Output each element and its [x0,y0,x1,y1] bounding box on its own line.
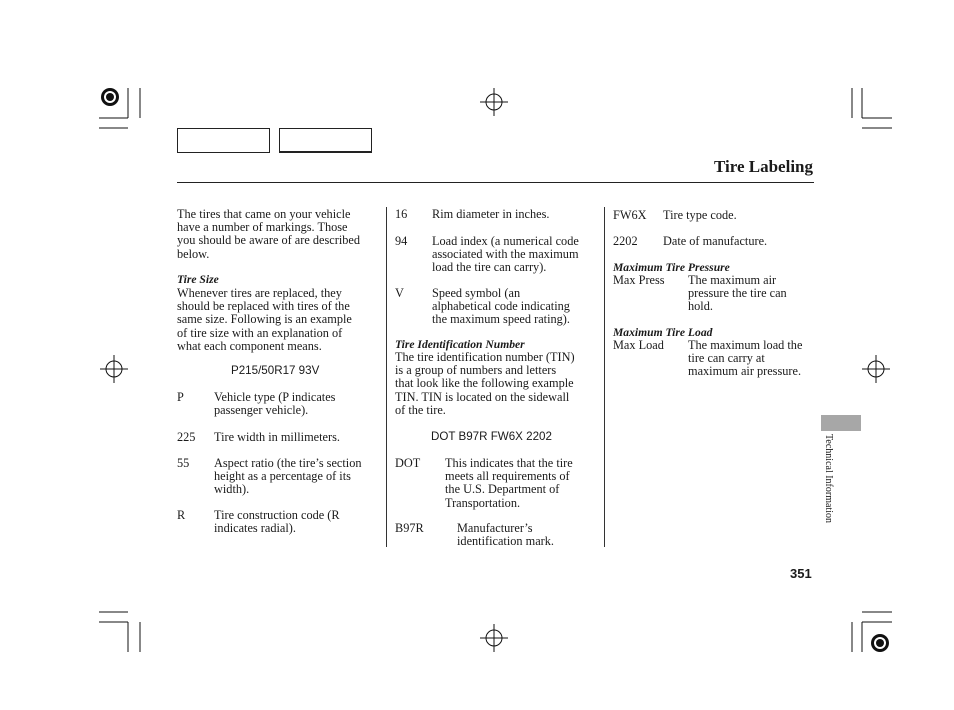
desc-94: Load index (a numerical code associated with the maximum load the tire can carry). [432,234,579,275]
header-rule [177,182,814,183]
registration-target-bottom-right [871,634,889,652]
nav-tab-2[interactable] [279,128,372,153]
code-b97r: B97R [395,521,424,535]
code-r: R [177,508,186,522]
code-max-load: Max Load [613,338,664,352]
intro-paragraph: The tires that came on your vehicle have a number of markings. Those you should be aware of are described below. [177,207,361,261]
desc-max-press: The maximum air pressure the tire can hold. [688,273,787,314]
desc-55: Aspect ratio (the tire’s section height as a percentage of its width). [214,456,362,497]
crosshair-right [862,355,890,383]
desc-16: Rim diameter in inches. [432,207,550,221]
code-225: 225 [177,430,196,444]
desc-p: Vehicle type (P indicates passenger vehicle). [214,390,336,418]
section-label: Technical Information [823,434,834,523]
nav-tab-1[interactable] [177,128,270,153]
code-p: P [177,390,184,404]
tire-size-example: P215/50R17 93V [231,364,320,377]
desc-225: Tire width in millimeters. [214,430,340,444]
code-94: 94 [395,234,408,248]
code-55: 55 [177,456,190,470]
desc-2202: Date of manufacture. [663,234,768,248]
column-divider-1 [386,207,387,547]
code-v: V [395,286,404,300]
tire-size-paragraph: Whenever tires are replaced, they should be replaced with tires of the same size. Following is an example of tire size with an explanation of what each component means. [177,286,352,353]
desc-max-load: The maximum load the tire can carry at maximum air pressure. [688,338,803,379]
desc-v: Speed symbol (an alphabetical code indicating the maximum speed rating). [432,286,570,327]
tire-size-heading: Tire Size [177,273,219,286]
desc-r: Tire construction code (R indicates radial). [214,508,340,536]
max-pressure-heading: Maximum Tire Pressure [613,261,730,274]
max-load-heading: Maximum Tire Load [613,326,713,339]
tin-example: DOT B97R FW6X 2202 [431,430,552,443]
crosshair-bottom [480,624,508,652]
desc-fw6x: Tire type code. [663,208,737,222]
page-number: 351 [790,566,812,581]
code-max-press: Max Press [613,273,665,287]
desc-dot: This indicates that the tire meets all requirements of the U.S. Department of Transportation. [445,456,573,510]
code-dot: DOT [395,456,421,470]
tin-heading: Tire Identification Number [395,338,525,351]
registration-target-top-left [101,88,119,106]
code-16: 16 [395,207,408,221]
desc-b97r: Manufacturer’s identification mark. [457,521,554,549]
crosshair-top [480,88,508,116]
page-title: Tire Labeling [713,157,813,176]
tin-paragraph: The tire identification number (TIN) is a group of numbers and letters that look like the following example TIN. TIN is located on the sidewall of the tire. [395,350,575,417]
code-2202: 2202 [613,234,638,248]
crosshair-left [100,355,128,383]
column-divider-2 [604,207,605,547]
section-tab[interactable] [821,415,861,431]
code-fw6x: FW6X [613,208,647,222]
